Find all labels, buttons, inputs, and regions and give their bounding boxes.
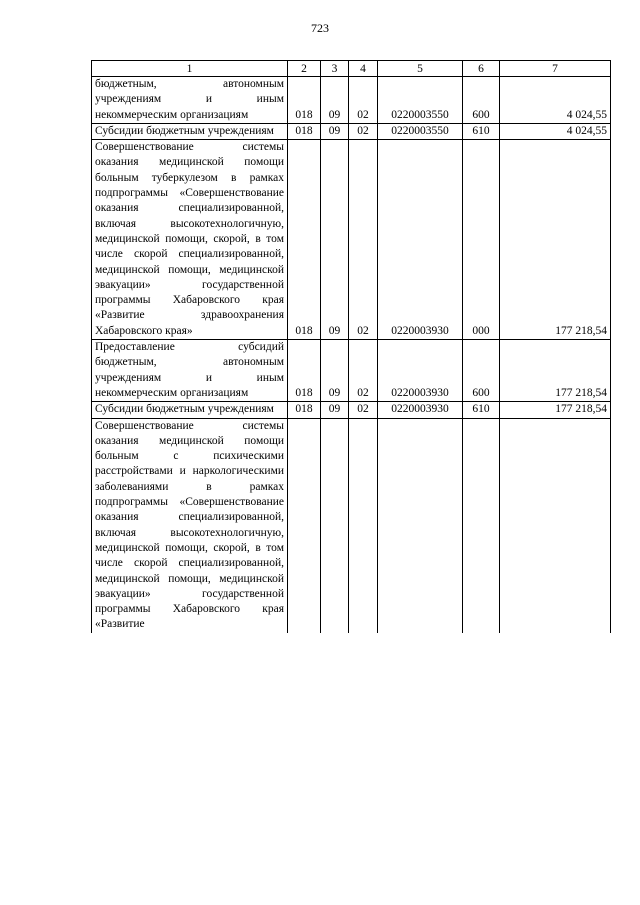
table-row (92, 123, 611, 139)
row-name: Предоставление субсидий бюджетным, автономным учреждениям и иным некоммерческим организациям (92, 340, 288, 402)
row-ministry-code: 018 (288, 77, 321, 124)
row-target-code (378, 418, 463, 633)
row-target-code: 0220003550 (378, 123, 463, 139)
table-row (92, 140, 611, 340)
column-header: 5 (378, 61, 463, 77)
table-row (92, 402, 611, 418)
row-subsection-code: 02 (349, 340, 378, 402)
row-section-code: 09 (321, 402, 349, 418)
row-section-code: 09 (321, 123, 349, 139)
row-target-code: 0220003930 (378, 140, 463, 340)
column-header: 1 (92, 61, 288, 77)
row-subsection-code (349, 418, 378, 633)
row-expense-type: 610 (463, 123, 500, 139)
budget-table (91, 60, 611, 633)
row-name: Субсидии бюджетным учреждениям (92, 123, 288, 139)
row-target-code: 0220003930 (378, 402, 463, 418)
column-header: 7 (500, 61, 611, 77)
table-row (92, 418, 611, 633)
row-name: Совершенствование системы оказания медицинской помощи больным туберкулезом в рамках подпрограммы «Совершенствование оказания специализированной, включая высокотехнологичную, медицинской помощи, скорой, в том числе скорой специализированной, медицинской помощи, медицинской эвакуации» государственной программы Хабаровского края «Развитие здравоохранения Хабаровского края» (92, 140, 288, 340)
row-expense-type: 600 (463, 340, 500, 402)
row-amount (500, 418, 611, 633)
column-header: 2 (288, 61, 321, 77)
row-ministry-code: 018 (288, 140, 321, 340)
row-name: Совершенствование системы оказания медицинской помощи больным с психическими расстройствами и наркологическими заболеваниями в рамках подпрограммы «Совершенствование оказания специализированной, включая высокотехнологичную, медицинской помощи, скорой, в том числе скорой специализированной, медицинской помощи, медицинской эвакуации» государственной программы Хабаровского края «Развитие (92, 418, 288, 633)
row-ministry-code (288, 418, 321, 633)
row-ministry-code: 018 (288, 123, 321, 139)
row-amount: 4 024,55 (500, 123, 611, 139)
row-ministry-code: 018 (288, 402, 321, 418)
column-header: 6 (463, 61, 500, 77)
table-row (92, 77, 611, 124)
column-header: 4 (349, 61, 378, 77)
page-number: 723 (311, 21, 329, 35)
row-section-code (321, 418, 349, 633)
row-expense-type: 600 (463, 77, 500, 124)
row-amount: 177 218,54 (500, 340, 611, 402)
row-subsection-code: 02 (349, 77, 378, 124)
row-amount: 4 024,55 (500, 77, 611, 124)
table-row (92, 340, 611, 402)
row-expense-type: 000 (463, 140, 500, 340)
row-section-code: 09 (321, 340, 349, 402)
row-amount: 177 218,54 (500, 140, 611, 340)
row-section-code: 09 (321, 140, 349, 340)
table-header-row (92, 61, 611, 77)
row-name: бюджетным, автономным учреждениям и иным некоммерческим организациям (92, 77, 288, 124)
column-header: 3 (321, 61, 349, 77)
row-expense-type (463, 418, 500, 633)
row-target-code: 0220003550 (378, 77, 463, 124)
row-section-code: 09 (321, 77, 349, 124)
row-target-code: 0220003930 (378, 340, 463, 402)
row-subsection-code: 02 (349, 140, 378, 340)
row-ministry-code: 018 (288, 340, 321, 402)
row-expense-type: 610 (463, 402, 500, 418)
row-name: Субсидии бюджетным учреждениям (92, 402, 288, 418)
row-subsection-code: 02 (349, 402, 378, 418)
row-amount: 177 218,54 (500, 402, 611, 418)
row-subsection-code: 02 (349, 123, 378, 139)
